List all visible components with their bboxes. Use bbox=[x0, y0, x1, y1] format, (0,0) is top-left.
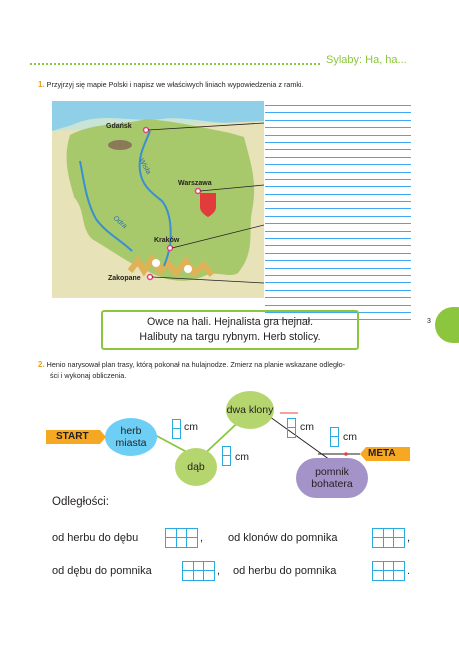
task-2-line-1: Henio narysował plan trasy, którą pokonał na hulajnodze. Zmierz na planie wskazane odległo- bbox=[46, 360, 345, 369]
node-herb-miasta: herb miasta bbox=[105, 418, 157, 456]
distances-heading: Odległości: bbox=[52, 496, 109, 508]
comma-3: , bbox=[217, 565, 221, 577]
answer-grid-herb-pomnik[interactable] bbox=[372, 561, 405, 581]
river-odra: Odra bbox=[111, 214, 128, 231]
unit-cm-1: cm bbox=[184, 421, 198, 433]
page-number: 3 bbox=[427, 318, 431, 325]
period: . bbox=[407, 565, 411, 577]
answer-grid-klony-pomnik[interactable] bbox=[372, 528, 405, 548]
meta-label: META bbox=[368, 448, 396, 459]
unit-cm-2: cm bbox=[235, 451, 249, 463]
unit-cm-3: cm bbox=[300, 421, 314, 433]
measure-box-pomnik-meta[interactable] bbox=[330, 427, 339, 447]
distance-label-klony-pomnik: od klonów do pomnika bbox=[228, 532, 338, 544]
task-1-number: 1. bbox=[38, 80, 45, 89]
task-2-number: 2. bbox=[38, 360, 45, 369]
task-2-line-2: ści i wykonaj obliczenia. bbox=[50, 371, 127, 380]
city-zakopane: Zakopane bbox=[108, 275, 141, 282]
city-gdansk: Gdańsk bbox=[106, 123, 132, 130]
city-krakow: Kraków bbox=[154, 237, 180, 244]
node-dwa-klony: dwa klony bbox=[226, 391, 274, 429]
unit-cm-4: cm bbox=[343, 431, 357, 443]
measure-box-herb-dab[interactable] bbox=[172, 419, 181, 439]
header-title: Sylaby: Ha, ha... bbox=[326, 54, 407, 66]
distance-label-herb-dab: od herbu do dębu bbox=[52, 532, 139, 544]
measure-box-dab-klony[interactable] bbox=[222, 446, 231, 466]
sentence-line-1: Owce na hali. Hejnalista gra hejnał. bbox=[146, 316, 314, 328]
answer-grid-dab-pomnik[interactable] bbox=[182, 561, 215, 581]
start-label: START bbox=[56, 431, 89, 442]
comma-2: , bbox=[407, 532, 411, 544]
node-dab: dąb bbox=[175, 448, 217, 486]
answer-grid-herb-dab[interactable] bbox=[165, 528, 198, 548]
task-1-text: Przyjrzyj się mapie Polski i napisz we właściwych liniach wypowiedzenia z ramki. bbox=[46, 80, 304, 89]
city-warszawa: Warszawa bbox=[178, 180, 212, 187]
distance-label-herb-pomnik: od herbu do pomnika bbox=[233, 565, 337, 577]
river-wisla: Wisła bbox=[137, 157, 152, 176]
node-pomnik-bohatera: pomnik bohatera bbox=[296, 458, 368, 498]
distance-label-dab-pomnik: od dębu do pomnika bbox=[52, 565, 152, 577]
comma-1: , bbox=[200, 532, 204, 544]
measure-box-klony-pomnik[interactable] bbox=[287, 418, 296, 438]
sentence-line-2: Halibuty na targu rybnym. Herb stolicy. bbox=[139, 331, 321, 343]
